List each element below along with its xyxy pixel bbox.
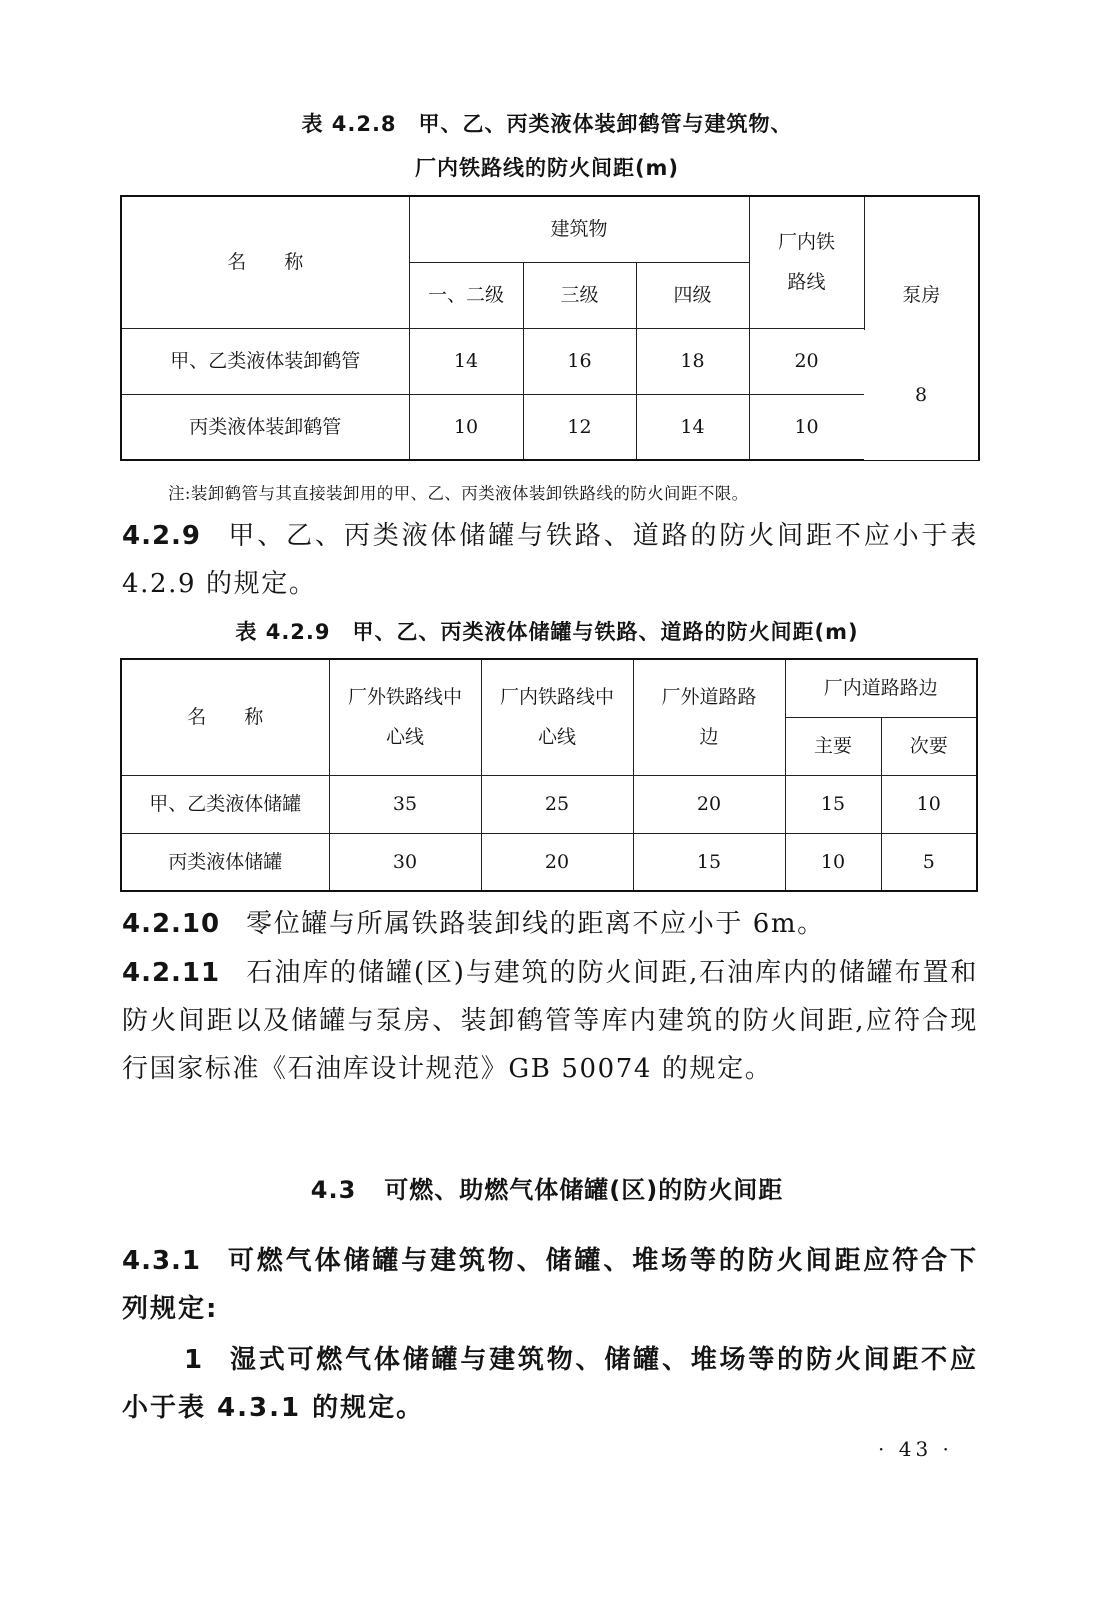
header-col1-label: 厂外铁路线中心线 bbox=[347, 686, 462, 749]
header-level-4: 四级 bbox=[636, 262, 749, 328]
header-col3 bbox=[633, 659, 785, 775]
header-main: 主要 bbox=[785, 717, 881, 775]
clause-4-2-11 bbox=[122, 949, 978, 1093]
clause-number: 4.3.1 bbox=[122, 1246, 202, 1276]
cell-value: 25 bbox=[481, 775, 633, 833]
header-col1 bbox=[329, 659, 481, 775]
cell-value: 20 bbox=[749, 328, 864, 394]
table-row bbox=[121, 394, 979, 460]
clause-number: 4.2.10 bbox=[122, 909, 221, 939]
header-building: 建筑物 bbox=[409, 196, 749, 262]
table-note: 注:装卸鹤管与其直接装卸用的甲、乙、丙类液体装卸铁路线的防火间距不限。 bbox=[168, 484, 749, 503]
clause-text: 零位罐与所属铁路装卸线的距离不应小于 6m。 bbox=[246, 909, 825, 939]
cell-value: 5 bbox=[881, 833, 977, 891]
cell-value: 30 bbox=[329, 833, 481, 891]
page-number: · 43 · bbox=[878, 1437, 953, 1461]
clause-4-2-9 bbox=[122, 512, 978, 608]
cell-value: 35 bbox=[329, 775, 481, 833]
row-name: 丙类液体装卸鹤管 bbox=[121, 394, 409, 460]
cell-value: 18 bbox=[636, 328, 749, 394]
table-caption-4-2-9: 表 4.2.9 甲、乙、丙类液体储罐与铁路、道路的防火间距(m) bbox=[235, 620, 859, 644]
clause-text: 可燃气体储罐与建筑物、储罐、堆场等的防火间距应符合下列规定: bbox=[122, 1246, 978, 1324]
table-row bbox=[121, 775, 977, 833]
cell-value: 10 bbox=[881, 775, 977, 833]
section-heading-4-3 bbox=[0, 1170, 1094, 1205]
section-title: 可燃、助燃气体储罐(区)的防火间距 bbox=[384, 1176, 784, 1204]
header-level-3: 三级 bbox=[523, 262, 636, 328]
header-railway-label: 厂内铁路线 bbox=[778, 231, 836, 294]
row-name: 甲、乙类液体储罐 bbox=[121, 775, 329, 833]
header-secondary: 次要 bbox=[881, 717, 977, 775]
item-1 bbox=[122, 1336, 978, 1432]
clause-text: 甲、乙、丙类液体储罐与铁路、道路的防火间距不应小于表 4.2.9 的规定。 bbox=[122, 521, 978, 599]
cell-value: 12 bbox=[523, 394, 636, 460]
clause-text: 石油库的储罐(区)与建筑的防火间距,石油库内的储罐布置和防火间距以及储罐与泵房、装卸鹤管等库内建筑的防火间距,应符合现行国家标准《石油库设计规范》GB 50074 的规定。 bbox=[122, 958, 978, 1084]
table-row bbox=[121, 833, 977, 891]
table-4-2-8 bbox=[120, 195, 980, 461]
clause-4-2-10 bbox=[122, 900, 978, 948]
header-railway bbox=[749, 196, 864, 328]
table-4-2-9 bbox=[120, 658, 978, 892]
header-pump: 泵房 bbox=[864, 196, 979, 394]
header-level-1-2: 一、二级 bbox=[409, 262, 523, 328]
header-name: 名 称 bbox=[121, 196, 409, 328]
cell-value: 16 bbox=[523, 328, 636, 394]
item-text: 湿式可燃气体储罐与建筑物、储罐、堆场等的防火间距不应小于表 4.3.1 的规定。 bbox=[122, 1345, 978, 1423]
cell-value: 10 bbox=[785, 833, 881, 891]
pump-value: 8 bbox=[864, 330, 978, 460]
table-caption-4-2-8-line2: 厂内铁路线的防火间距(m) bbox=[414, 156, 680, 180]
cell-value: 20 bbox=[633, 775, 785, 833]
cell-value: 10 bbox=[409, 394, 523, 460]
item-number: 1 bbox=[184, 1345, 204, 1375]
header-col3-label: 厂外道路路边 bbox=[661, 686, 757, 749]
cell-value: 20 bbox=[481, 833, 633, 891]
header-col2-label: 厂内铁路线中心线 bbox=[499, 686, 614, 749]
cell-value: 10 bbox=[749, 394, 864, 460]
clause-number: 4.2.9 bbox=[122, 521, 202, 551]
cell-value: 15 bbox=[633, 833, 785, 891]
row-name: 丙类液体储罐 bbox=[121, 833, 329, 891]
cell-value: 14 bbox=[636, 394, 749, 460]
cell-value: 14 bbox=[409, 328, 523, 394]
header-col2 bbox=[481, 659, 633, 775]
clause-4-3-1 bbox=[122, 1237, 978, 1333]
cell-value: 15 bbox=[785, 775, 881, 833]
table-row bbox=[121, 328, 979, 394]
row-name: 甲、乙类液体装卸鹤管 bbox=[121, 328, 409, 394]
clause-number: 4.2.11 bbox=[122, 958, 221, 988]
header-name: 名 称 bbox=[121, 659, 329, 775]
table-caption-4-2-8-line1: 表 4.2.8 甲、乙、丙类液体装卸鹤管与建筑物、 bbox=[301, 112, 793, 136]
section-number: 4.3 bbox=[310, 1176, 357, 1204]
header-col4: 厂内道路路边 bbox=[785, 659, 977, 717]
